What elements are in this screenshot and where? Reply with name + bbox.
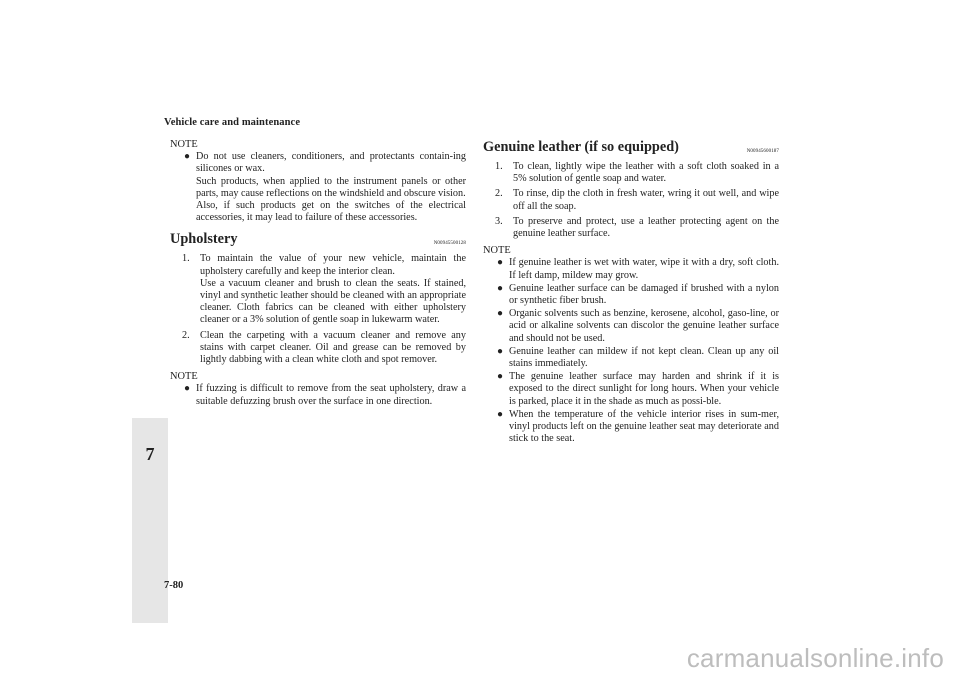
note-bullet (170, 383, 466, 407)
note-text: Also, if such products get on the switches of the electrical accessories, it may lead to failure of these accessories. (196, 200, 466, 224)
bullet-dot-icon: ● (497, 345, 504, 357)
step-text: To rinse, dip the cloth in fresh water, wring it out well, and wipe off all the soap. (513, 188, 779, 212)
note-label: NOTE (170, 139, 198, 150)
step-item (182, 253, 466, 326)
bullet-dot-icon: ● (184, 151, 191, 163)
note-text: Such products, when applied to the instrument panels or other parts, may cause reflections on the windshield and obscure vision. (196, 175, 466, 199)
section-code: N00945500128 (433, 241, 466, 247)
watermark: carmanualsonline.info (686, 643, 944, 673)
note-label: NOTE (483, 245, 511, 257)
note-block-silicone (170, 139, 466, 224)
step-text: To preserve and protect, use a leather protecting agent on the genuine leather surface. (513, 215, 779, 240)
note-bullet (483, 257, 779, 281)
bullet-dot-icon: ● (497, 408, 504, 420)
step-item (182, 330, 466, 367)
note-bullet (483, 283, 779, 307)
step-number: 2. (182, 329, 190, 341)
section-heading-upholstery (170, 230, 466, 252)
note-bullet (483, 371, 779, 408)
bullet-dot-icon: ● (497, 282, 504, 294)
step-item (495, 161, 779, 185)
note-text: When the temperature of the vehicle interior rises in sum-mer, vinyl products left on the genuine leather seat may deteriorate and stick to the seat. (509, 408, 779, 445)
note-bullet (483, 346, 779, 370)
chapter-number: 7 (145, 444, 155, 464)
section-title: Genuine leather (if so equipped) (483, 139, 679, 155)
leather-steps (483, 161, 779, 240)
step-text: Clean the carpeting with a vacuum cleaner and remove any stains with carpet cleaner. Oil and grease can be removed by lightly dabbing with a clean white cloth and spot remover. (200, 329, 466, 366)
bullet-dot-icon: ● (497, 371, 504, 383)
note-text: Genuine leather surface can be damaged if brushed with a nylon or synthetic fiber brush. (509, 282, 779, 307)
section-title: Upholstery (170, 231, 238, 248)
note-bullet (170, 151, 466, 224)
right-column (483, 139, 779, 446)
section-code: N00945600187 (746, 148, 779, 154)
section-heading-genuine-leather (483, 138, 779, 160)
note-text: Genuine leather can mildew if not kept clean. Clean up any oil stains immediately. (509, 345, 779, 370)
step-number: 1. (495, 161, 503, 172)
left-column (170, 139, 466, 409)
step-item (495, 216, 779, 240)
upholstery-steps (170, 253, 466, 366)
note-block-defuzz (170, 371, 466, 408)
note-text: Do not use cleaners, conditioners, and protectants contain-ing silicones or wax. (196, 151, 466, 175)
step-number: 3. (495, 215, 503, 227)
bullet-dot-icon: ● (184, 383, 191, 395)
step-text: To clean, lightly wipe the leather with a soft cloth soaked in a 5% solution of gentle soap and water. (513, 161, 779, 185)
note-label: NOTE (170, 371, 198, 383)
page-number: 7-80 (164, 580, 184, 591)
bullet-dot-icon: ● (497, 308, 504, 320)
step-text: To maintain the value of your new vehicle, maintain the upholstery carefully and keep the interior clean. (200, 253, 466, 277)
note-bullet (483, 409, 779, 446)
note-block-leather (483, 245, 779, 445)
step-number: 1. (182, 253, 190, 265)
step-item (495, 188, 779, 212)
page-header-title: Vehicle care and maintenance (164, 117, 301, 128)
step-text: Use a vacuum cleaner and brush to clean the seats. If stained, vinyl and synthetic leather should be cleaned with an appropriate cleaner. Cloth fabrics can be cleaned with either upholstery cleaner or a 3% solution of gentle soap in lukewarm water. (200, 277, 466, 326)
note-bullet (483, 308, 779, 345)
bullet-dot-icon: ● (497, 257, 504, 269)
note-text: The genuine leather surface may harden and shrink if it is exposed to the direct sunlight for long hours. When your vehicle is parked, place it in the shade as much as possi-ble. (509, 371, 779, 407)
chapter-side-tab (132, 418, 168, 623)
note-text: If genuine leather is wet with water, wipe it with a dry, soft cloth. If left damp, mildew may grow. (509, 257, 779, 281)
note-text: Organic solvents such as benzine, kerosene, alcohol, gaso-line, or acid or alkaline solvents can discolor the genuine leather surface and should not be used. (509, 308, 779, 344)
note-text: If fuzzing is difficult to remove from the seat upholstery, draw a suitable defuzzing brush over the surface in one direction. (196, 383, 466, 407)
step-number: 2. (495, 188, 503, 200)
